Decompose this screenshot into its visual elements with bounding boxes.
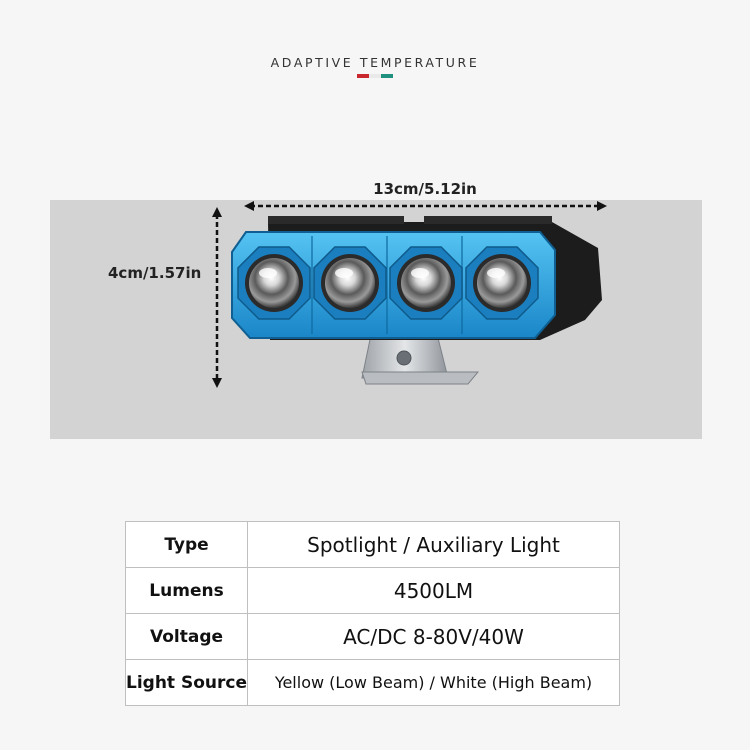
spec-key: Lumens [126,568,248,614]
lens [249,258,299,308]
spec-row-light-source [126,660,620,706]
spec-value: Yellow (Low Beam) / White (High Beam) [248,660,620,706]
width-label: 13cm/5.12in [373,180,477,198]
specs-table [125,521,620,706]
spec-value: AC/DC 8-80V/40W [248,614,620,660]
height-arrow-top [212,207,222,217]
spec-key: Type [126,522,248,568]
lens [477,258,527,308]
lens [401,258,451,308]
width-arrow-right [597,201,607,211]
lens-highlight [487,268,505,278]
lens [325,258,375,308]
width-arrow-left [244,201,254,211]
height-arrow-bottom [212,378,222,388]
spec-key: Voltage [126,614,248,660]
height-label: 4cm/1.57in [108,264,202,282]
brand-title: ADAPTIVE TEMPERATURE [270,55,480,70]
spec-row-type [126,522,620,568]
spec-value: 4500LM [248,568,620,614]
lens-highlight [259,268,277,278]
spec-row-lumens [126,568,620,614]
spec-row-voltage [126,614,620,660]
lens-highlight [335,268,353,278]
spec-value: Spotlight / Auxiliary Light [248,522,620,568]
lens-highlight [411,268,429,278]
spec-key: Light Source [126,660,248,706]
